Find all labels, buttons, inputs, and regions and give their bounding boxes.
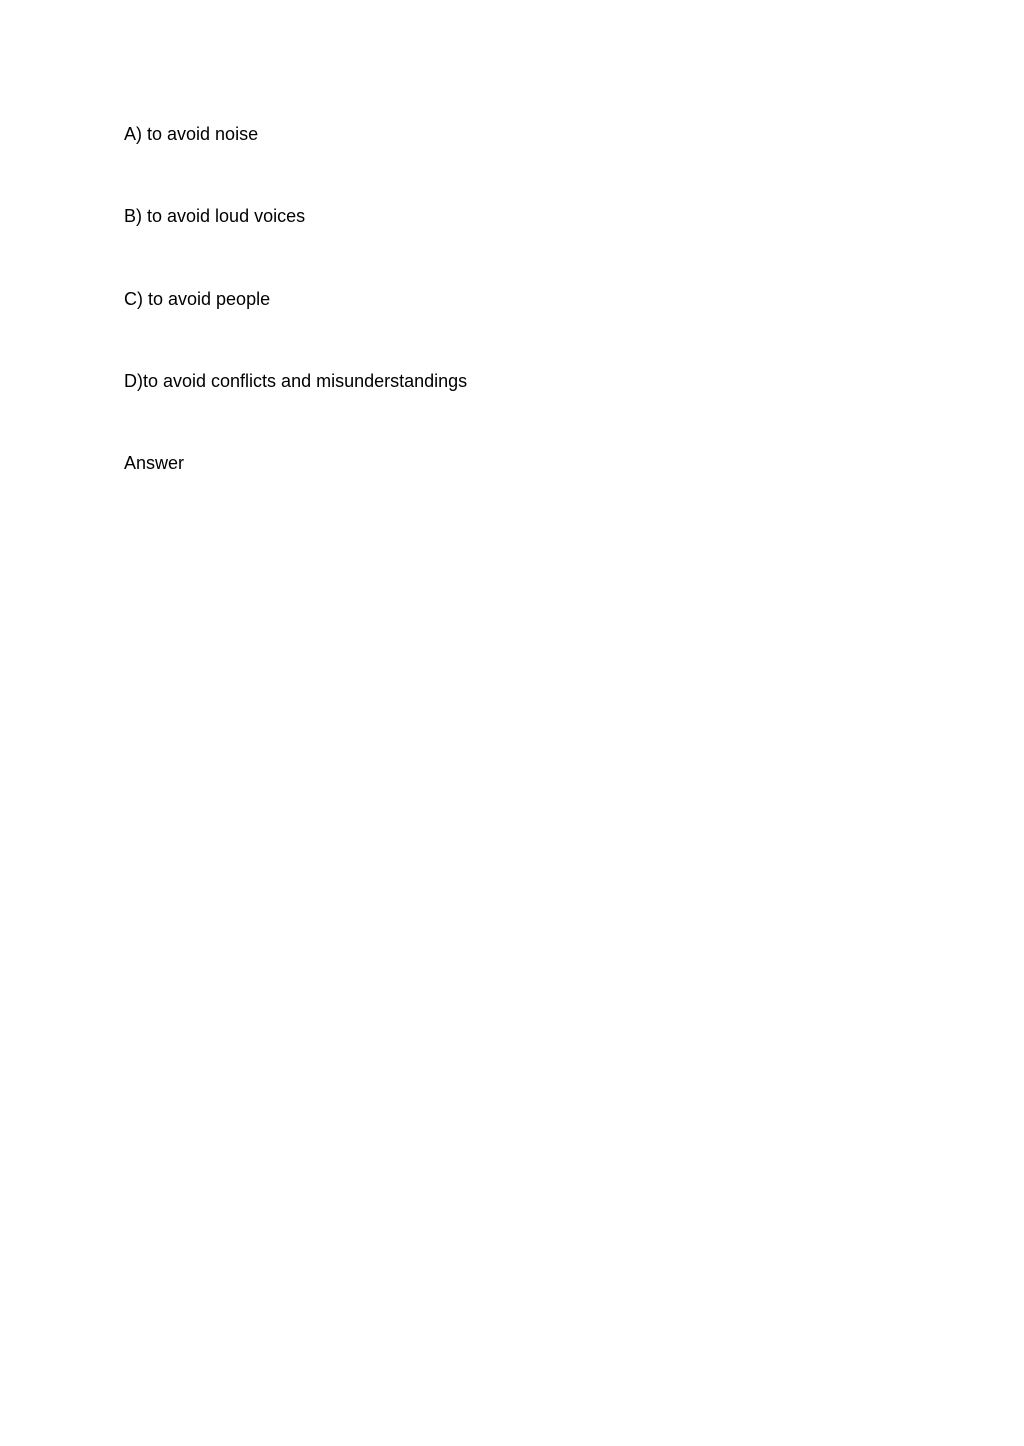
answer-options	[124, 121, 924, 532]
option-d: D)to avoid conflicts and misunderstandings	[124, 370, 468, 391]
option-a: A) to avoid noise	[124, 124, 259, 144]
option-b: B) to avoid loud voices	[124, 206, 306, 227]
answer-label: Answer	[124, 453, 185, 474]
option-c: C) to avoid people	[124, 288, 271, 309]
